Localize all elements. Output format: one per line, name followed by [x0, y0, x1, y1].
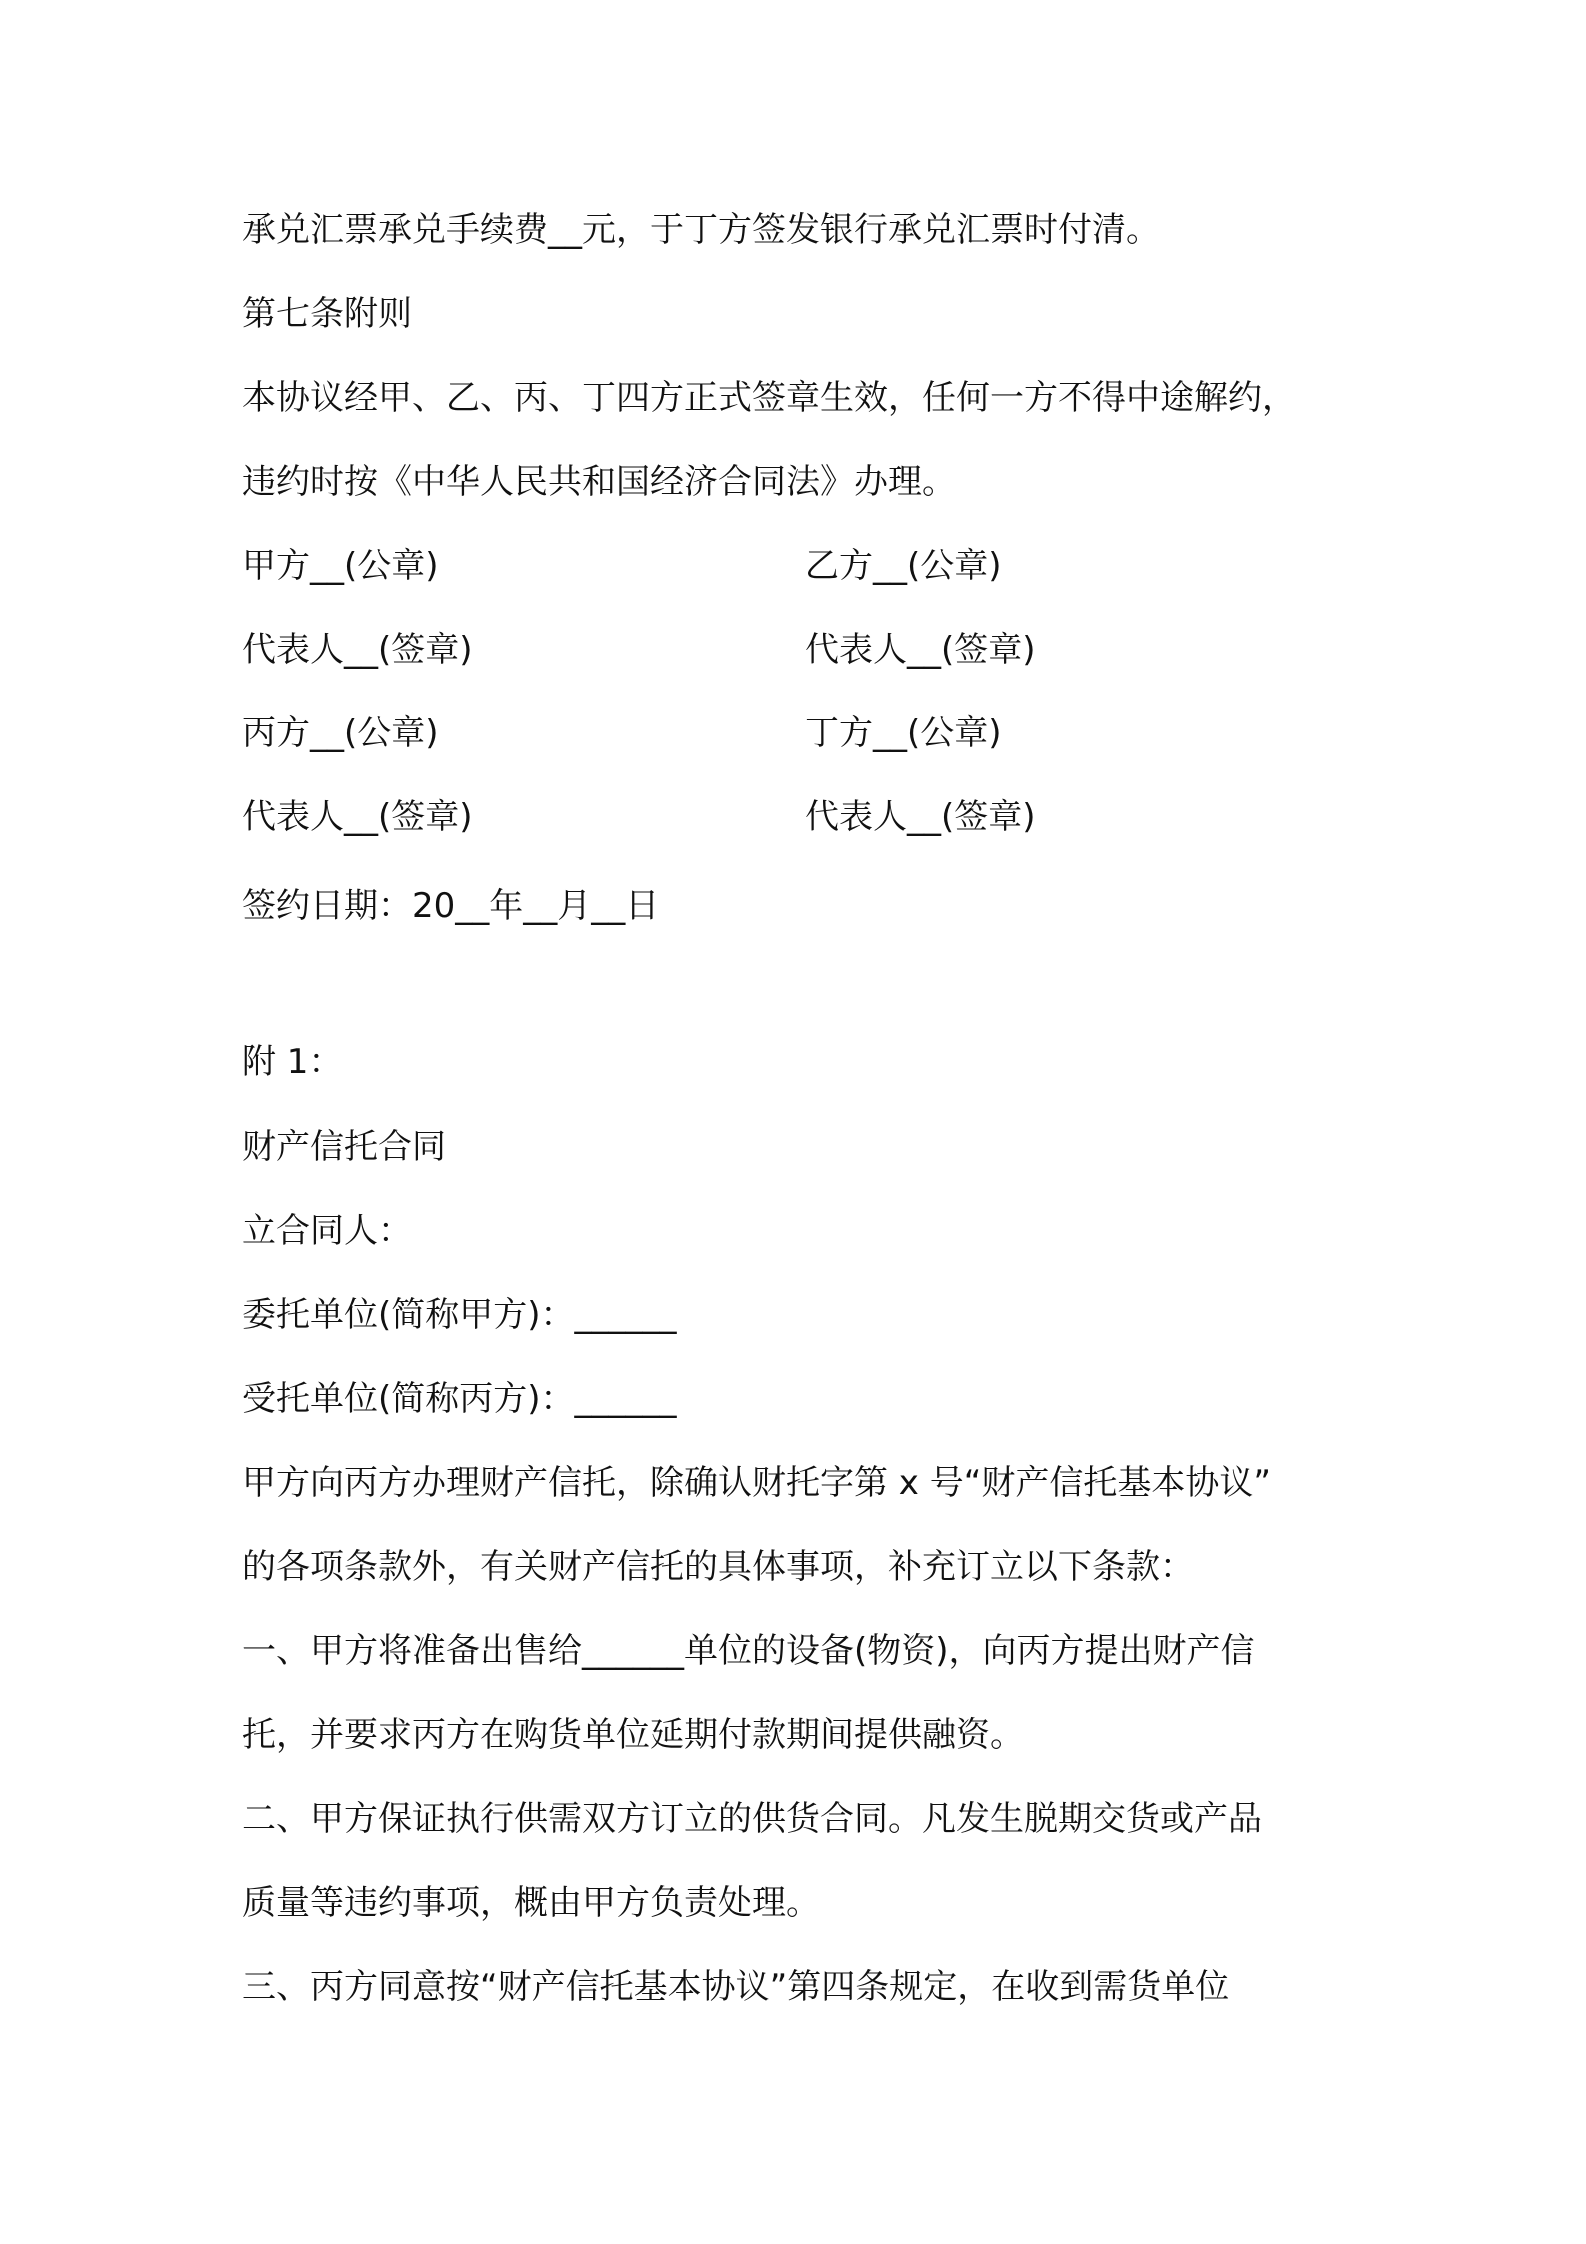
intro-line: 承兑汇票承兑手续费__元，于丁方签发银行承兑汇票时付清。 [242, 210, 1160, 250]
article7-text-line2: 违约时按《中华人民共和国经济合同法》办理。 [242, 462, 956, 502]
item1-line2: 托，并要求丙方在购货单位延期付款期间提供融资。 [242, 1715, 1024, 1755]
entrusting-unit-line: 委托单位(简称甲方)：______ [242, 1295, 677, 1335]
appendix-label: 附 1： [242, 1042, 343, 1082]
article7-text-line1: 本协议经甲、乙、丙、丁四方正式签章生效，任何一方不得中途解约， [242, 378, 1296, 418]
signature-party-c: 丙方__(公章) [242, 713, 439, 753]
para1-line2: 的各项条款外，有关财产信托的具体事项，补充订立以下条款： [242, 1547, 1194, 1587]
para1-line1: 甲方向丙方办理财产信托，除确认财托字第 x 号“财产信托基本协议” [242, 1463, 1271, 1503]
signature-party-b: 乙方__(公章) [805, 546, 1002, 586]
article7-heading: 第七条附则 [242, 294, 412, 334]
signature-rep-c: 代表人__(签章) [242, 797, 473, 837]
trustee-unit-line: 受托单位(简称丙方)：______ [242, 1379, 677, 1419]
signature-party-a: 甲方__(公章) [242, 546, 439, 586]
item2-line1: 二、甲方保证执行供需双方订立的供货合同。凡发生脱期交货或产品 [242, 1799, 1262, 1839]
signature-rep-d: 代表人__(签章) [805, 797, 1036, 837]
sign-date: 签约日期：20__年__月__日 [242, 886, 660, 926]
signature-party-d: 丁方__(公章) [805, 713, 1002, 753]
item1-line1: 一、甲方将准备出售给______单位的设备(物资)，向丙方提出财产信 [242, 1631, 1255, 1671]
signature-rep-a: 代表人__(签章) [242, 630, 473, 670]
item3-line1: 三、丙方同意按“财产信托基本协议”第四条规定，在收到需货单位 [242, 1967, 1230, 2007]
item2-line2: 质量等违约事项，概由甲方负责处理。 [242, 1883, 820, 1923]
appendix-title: 财产信托合同 [242, 1127, 446, 1167]
contracting-parties-label: 立合同人： [242, 1211, 412, 1251]
signature-rep-b: 代表人__(签章) [805, 630, 1036, 670]
